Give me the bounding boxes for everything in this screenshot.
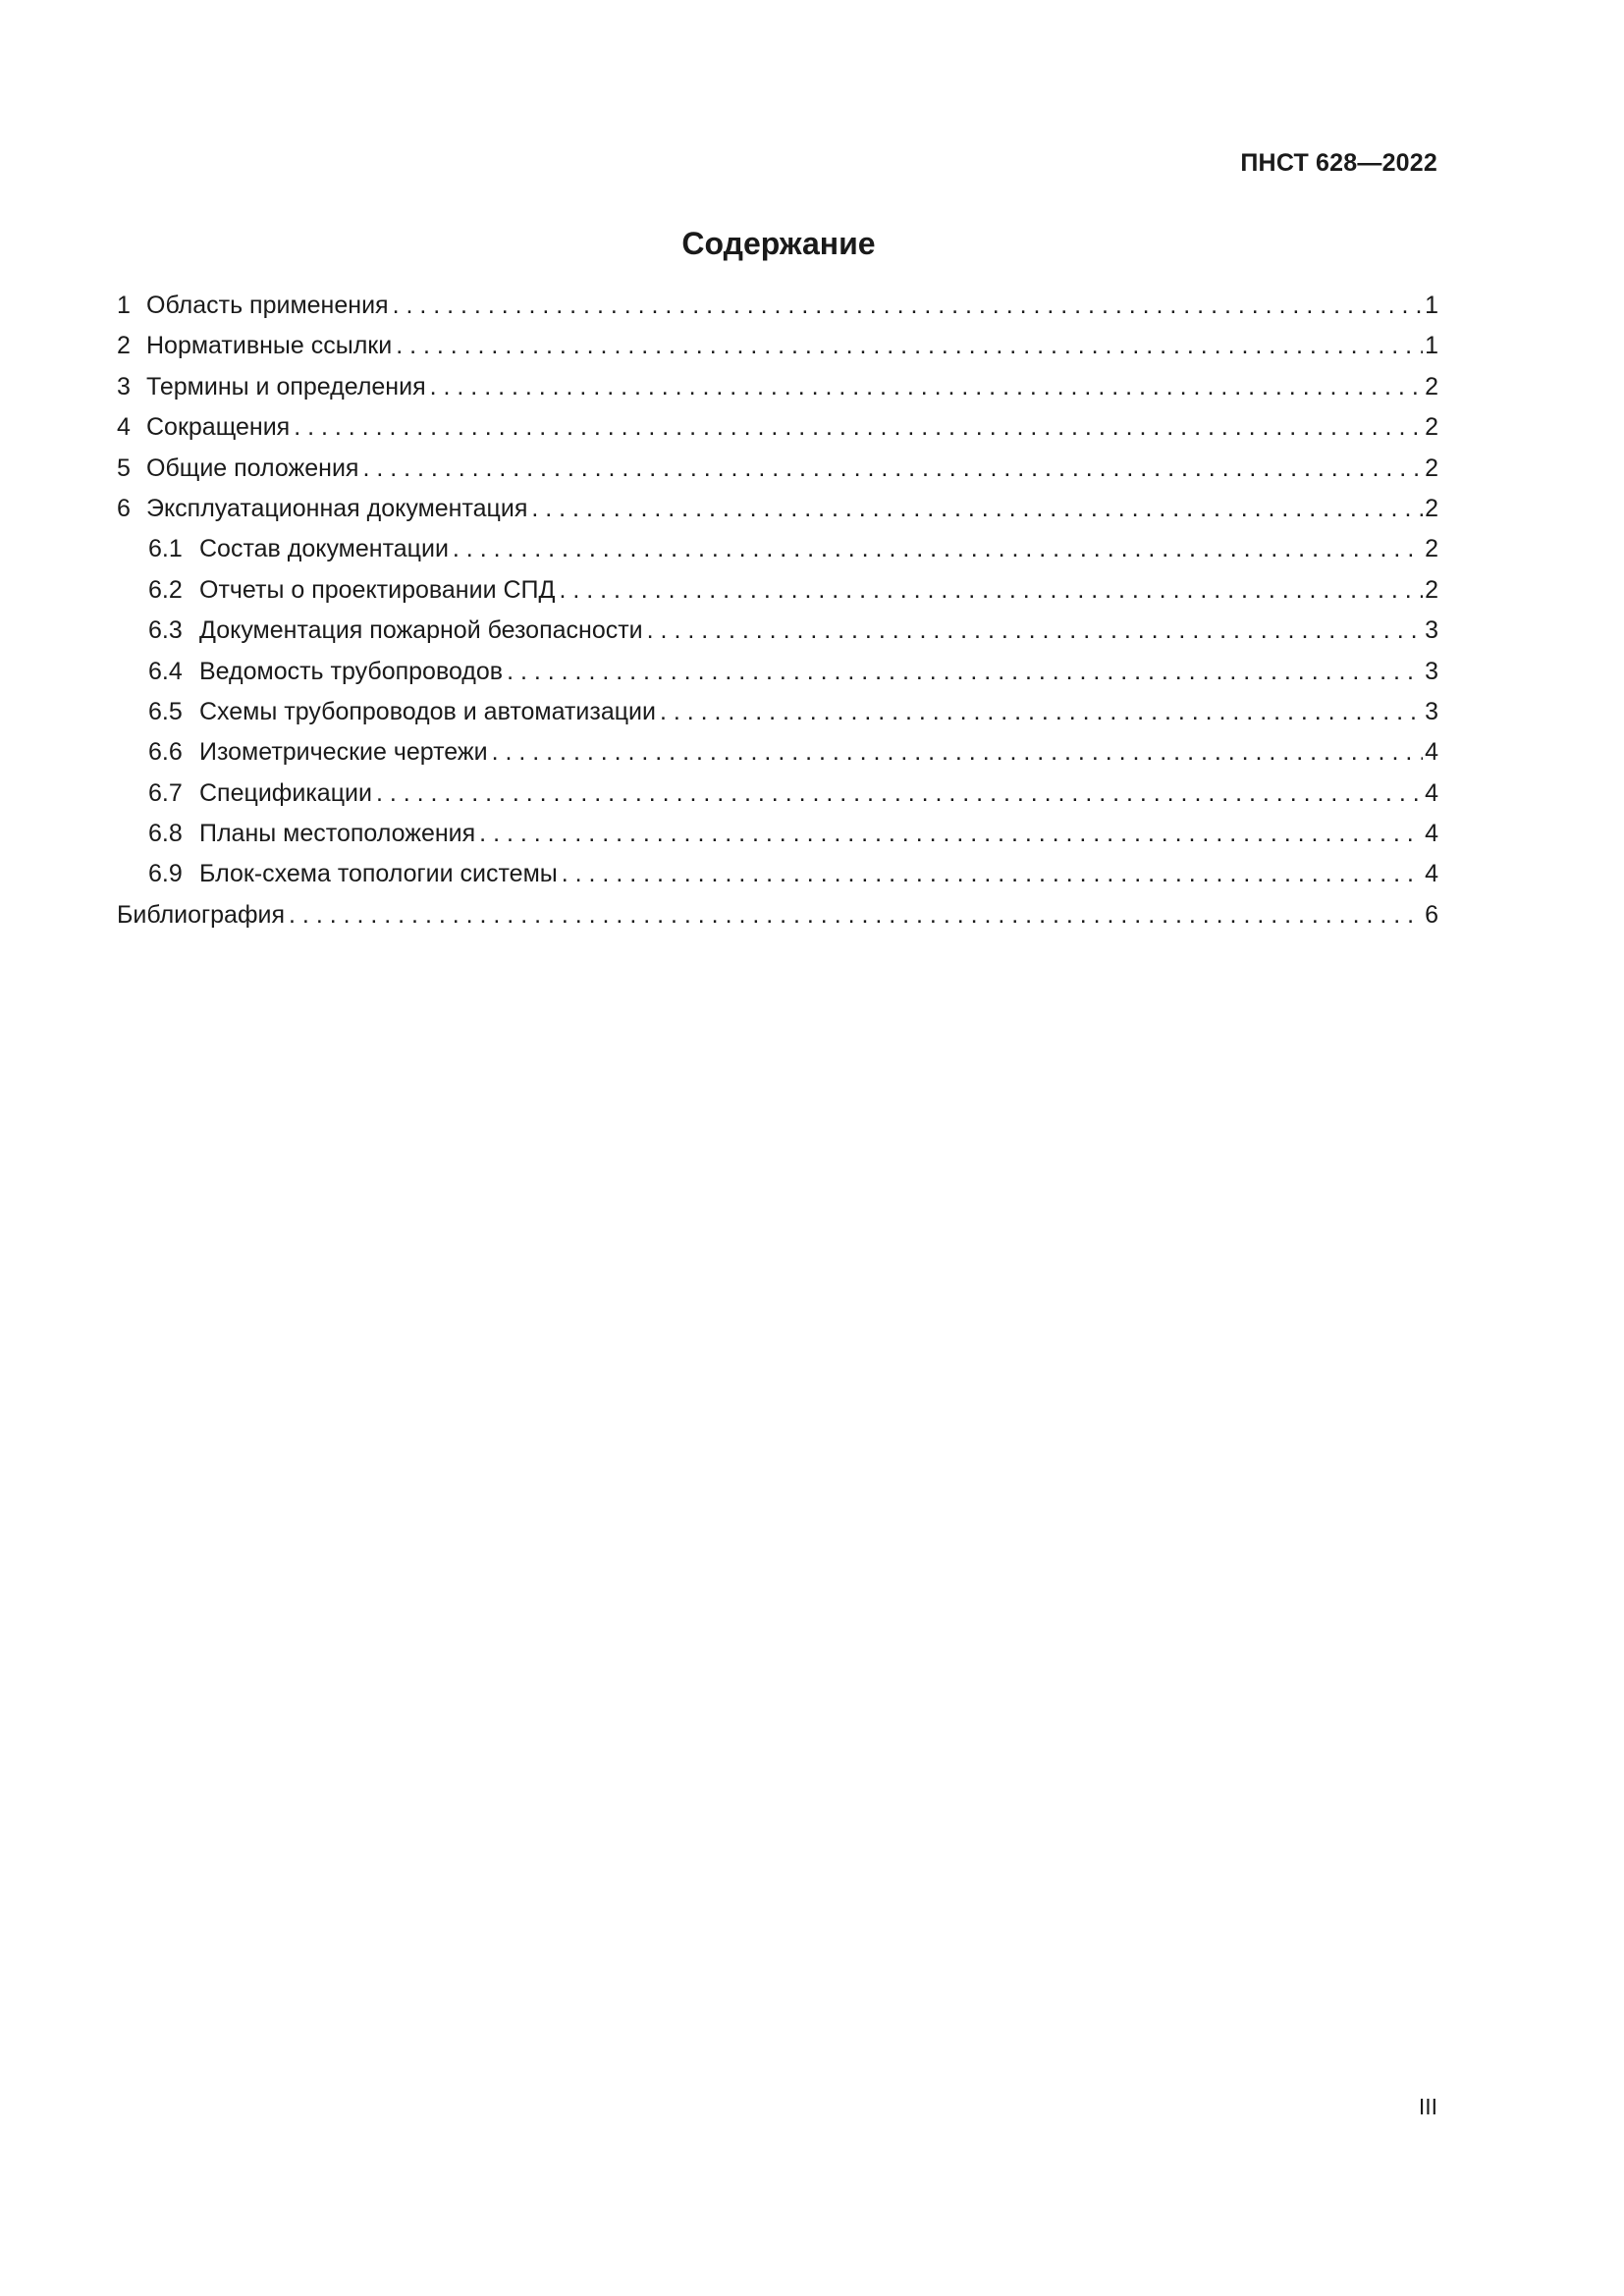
toc-entry-6-2[interactable] bbox=[117, 572, 1438, 613]
toc-entry-label: Нормативные ссылки bbox=[146, 332, 393, 360]
toc-dot-leader bbox=[562, 856, 1423, 891]
toc-entry-6-1[interactable] bbox=[117, 531, 1438, 571]
toc-entry-label: Схемы трубопроводов и автоматизации bbox=[199, 697, 656, 725]
toc-entry-1[interactable] bbox=[117, 288, 1438, 328]
toc-entry-number: 6.5 bbox=[148, 697, 183, 725]
toc-entry-page: 4 bbox=[1425, 860, 1438, 888]
toc-dot-leader bbox=[396, 328, 1423, 363]
toc-dot-leader bbox=[660, 694, 1423, 729]
toc-entry-5[interactable] bbox=[117, 451, 1438, 491]
toc-dot-leader bbox=[294, 409, 1423, 445]
toc-entry-2[interactable] bbox=[117, 328, 1438, 368]
toc-entry-6-6[interactable] bbox=[117, 734, 1438, 774]
toc-entry-label: Сокращения bbox=[146, 413, 291, 442]
toc-entry-page: 2 bbox=[1425, 413, 1438, 442]
toc-entry-page: 1 bbox=[1425, 292, 1438, 319]
toc-entry-label: Спецификации bbox=[199, 778, 372, 807]
toc-entry-6-5[interactable] bbox=[117, 694, 1438, 734]
toc-entry-number: 6 bbox=[117, 494, 131, 522]
toc-entry-6-9[interactable] bbox=[117, 856, 1438, 896]
toc-entry-page: 4 bbox=[1425, 738, 1438, 767]
toc-entry-number: 6.3 bbox=[148, 616, 183, 645]
toc-entry-page: 3 bbox=[1425, 616, 1438, 645]
toc-entry-6-8[interactable] bbox=[117, 816, 1438, 856]
toc-entry-number: 6.6 bbox=[148, 738, 183, 767]
toc-entry-page: 3 bbox=[1425, 657, 1438, 685]
toc-entry-page: 2 bbox=[1425, 535, 1438, 563]
toc-entry-label: Общие положения bbox=[146, 454, 359, 482]
toc-entry-number: 2 bbox=[117, 332, 131, 360]
toc-dot-leader bbox=[453, 531, 1423, 566]
toc-entry-page: 3 bbox=[1425, 697, 1438, 725]
toc-entry-label: Блок-схема топологии системы bbox=[199, 860, 558, 888]
toc-entry-6[interactable] bbox=[117, 491, 1438, 531]
toc-dot-leader bbox=[559, 572, 1423, 608]
toc-entry-number: 5 bbox=[117, 454, 131, 482]
page-number: III bbox=[1418, 2094, 1437, 2119]
toc-dot-leader bbox=[362, 451, 1423, 486]
toc-entry-page: 2 bbox=[1425, 454, 1438, 482]
toc-entry-6-7[interactable] bbox=[117, 775, 1438, 816]
toc-entry-number: 6.4 bbox=[148, 657, 183, 685]
toc-entry-page: 2 bbox=[1425, 494, 1438, 522]
toc-entry-page: 2 bbox=[1425, 575, 1438, 604]
toc-entry-number: 6.8 bbox=[148, 820, 183, 848]
toc-dot-leader bbox=[479, 816, 1423, 851]
toc-dot-leader bbox=[289, 897, 1423, 933]
toc-dot-leader bbox=[430, 369, 1423, 404]
toc-entry-page: 4 bbox=[1425, 820, 1438, 848]
toc-entry-page: 4 bbox=[1425, 778, 1438, 807]
toc-dot-leader bbox=[507, 654, 1423, 689]
toc-entry-label: Планы местоположения bbox=[199, 820, 476, 848]
toc-entry-page: 6 bbox=[1425, 900, 1438, 929]
toc-title: Содержание bbox=[681, 226, 876, 261]
toc-entry-label: Отчеты о проектировании СПД bbox=[199, 575, 556, 604]
toc-entry-6-4[interactable] bbox=[117, 654, 1438, 694]
toc-entry-label: Область применения bbox=[146, 292, 389, 319]
toc-entry-bibliography[interactable] bbox=[117, 897, 1438, 937]
toc-entry-label: Библиография bbox=[117, 900, 286, 929]
toc-entry-3[interactable] bbox=[117, 369, 1438, 409]
table-of-contents bbox=[117, 288, 1438, 937]
toc-dot-leader bbox=[376, 775, 1423, 811]
toc-entry-label: Изометрические чертежи bbox=[199, 738, 488, 767]
toc-entry-number: 6.1 bbox=[148, 535, 183, 563]
toc-entry-label: Эксплуатационная документация bbox=[146, 494, 528, 522]
toc-entry-number: 6.7 bbox=[148, 778, 183, 807]
toc-entry-4[interactable] bbox=[117, 409, 1438, 450]
toc-entry-6-3[interactable] bbox=[117, 613, 1438, 653]
toc-entry-page: 1 bbox=[1425, 332, 1438, 360]
toc-dot-leader bbox=[393, 288, 1424, 323]
toc-entry-label: Состав документации bbox=[199, 535, 449, 563]
document-code: ПНСТ 628—2022 bbox=[1240, 149, 1437, 177]
toc-entry-label: Термины и определения bbox=[146, 372, 426, 400]
toc-entry-number: 6.2 bbox=[148, 575, 183, 604]
toc-entry-number: 6.9 bbox=[148, 860, 183, 888]
toc-entry-label: Ведомость трубопроводов bbox=[199, 657, 504, 685]
toc-entry-number: 4 bbox=[117, 413, 131, 442]
toc-entry-label: Документация пожарной безопасности bbox=[199, 616, 643, 645]
toc-dot-leader bbox=[647, 613, 1423, 648]
toc-dot-leader bbox=[492, 734, 1424, 770]
toc-entry-number: 1 bbox=[117, 292, 131, 319]
toc-entry-number: 3 bbox=[117, 372, 131, 400]
toc-entry-page: 2 bbox=[1425, 372, 1438, 400]
toc-dot-leader bbox=[531, 491, 1423, 526]
